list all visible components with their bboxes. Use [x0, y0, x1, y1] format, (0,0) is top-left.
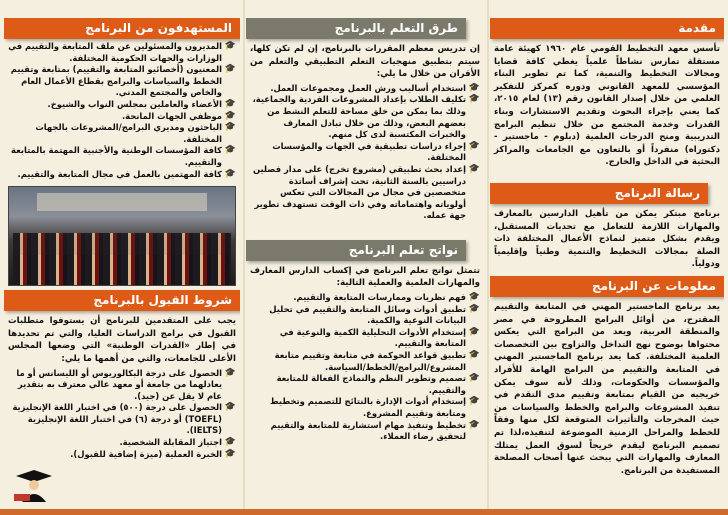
graduation-cap-icon: 🎓: [468, 94, 480, 105]
admission-list: [4, 366, 240, 461]
list-item: 🎓 الأعضاء والعاملين بمجلس النواب والشيوخ.: [47, 98, 236, 109]
graduation-cap-icon: 🎓: [468, 349, 480, 360]
graduation-cap-icon: 🎓: [468, 291, 480, 302]
list-item: 🎓 الحصول على درجة البكالوريوس أو الليسانس أو ما يعادلهما من جامعة أو معهد عالي معترف به بتقدير عام لا يقل عن (جيد).: [16, 367, 236, 401]
graduation-cap-icon: 🎓: [468, 140, 480, 151]
outcomes-list: [246, 290, 484, 443]
list-item: 🎓 تخطيط وتنفيذ مهام استشارية للمتابعة والتقييم لتحقيق رضاء العملاء.: [270, 419, 480, 442]
graduation-cap-icon: 🎓: [224, 122, 236, 133]
list-item: 🎓 موظفي الجهات المانحة.: [121, 110, 236, 121]
graduation-cap-icon: 🎓: [224, 437, 236, 448]
graduation-cap-icon: 🎓: [224, 41, 236, 51]
graduation-cap-icon: 🎓: [468, 326, 480, 337]
intro-heading: مقدمة: [490, 18, 724, 39]
list-item: 🎓 كافة المؤسسات الوطنية والأجنبية المهتمة بالمتابعة والتقييم.: [11, 145, 236, 167]
info-text: يعد برنامج الماجستير المهني في المتابعة والتقييم المقترح، من أوائل البرامج المطروحة في مصر والمنطقة العربية، ويعد من البرامج التي يعكس محتواها بوضوح نهج التداخل والتزاوج بين التخصصات العلمية المختلفة. كما يعد برنامج الماجستير المهني في المتابعة والتقييم من البرامج الهامة للأفراد والمؤسسات والحكومات، وذلك لأنه سوف يمكن خريجيه من القيام بمتابعة وتقييم مدى التقدم في تنفيذ المشروعات والبرامج والخطط والسياسات من حيث المخرجات والتأثيرات المتوقعة لكل منها وفقاً للخطط والمراحل الزمنية الموضوعة لتنفيذه،لذا تم تصميم البرنامج ليقدم خريجاً لسوق العمل يمتلك المعارف والمهارات التي يبحث عنها أصحاب المصلحة المستفيدة من البرنامج.: [494, 302, 720, 476]
list-item: 🎓 المعنيون (أخصائيو المتابعة والتقييم) بمتابعة وتقييم الخطط والسياسات والبرامج بقطاع الأعمال العام والخاص والمجتمع المدني.: [10, 64, 236, 98]
left-panel: [4, 18, 240, 501]
beneficiaries-heading: المستهدفون من البرنامج: [4, 18, 240, 39]
outcomes-heading: نواتج تعلم البرنامج: [246, 240, 466, 261]
graduation-cap-icon: 🎓: [468, 82, 480, 93]
list-item: 🎓 تصميم وتطوير النظم والنماذج الفعالة للمتابعة والتقييم.: [276, 373, 480, 395]
beneficiaries-list: [4, 39, 240, 180]
list-item: 🎓 كافة المهتمين بالعمل في مجال المتابعة والتقييم.: [17, 168, 236, 179]
list-item: 🎓 إستخدام الأدوات التحليلية الكمية والنوعية في المتابعة والتقييم.: [279, 326, 480, 349]
list-item: 🎓 إجراء دراسات تطبيقية في الجهات والمؤسسات المختلفة.: [272, 140, 480, 163]
list-item: 🎓 الخبرة العملية (ميزة إضافية للقبول).: [70, 448, 236, 459]
message-text: برنامج مبتكر يمكن من تأهيل الدارسين بالمعارف والمهارات اللازمة للتعامل مع تحديات المستقبل، ويقدم بشكل متميز لنماذج الأعمال المختلفة ذات الصلة بمجالات التخطيط والتنمية وطنياً وإقليمياً ودولياً.: [494, 209, 720, 270]
list-item: 🎓 الحصول على درجة (٥٠٠) في اختبار اللغة الإنجليزية (TOEFL) أو درجة (٦) في اختبار اللغة الإنجليزية (IELTS).: [12, 402, 236, 436]
list-item: 🎓 استخدام أساليب ورش العمل ومجموعات العمل.: [270, 82, 480, 93]
list-item: 🎓 اجتياز المقابلة الشخصية.: [119, 437, 236, 448]
list-item: 🎓 المديرون والمسئولين عن ملف المتابعة والتقييم في الوزارات والجهات الحكومية المختلفة.: [8, 41, 236, 63]
graduation-cap-icon: 🎓: [224, 448, 236, 459]
graduation-cap-icon: 🎓: [224, 98, 236, 109]
fold-line: [243, 0, 245, 515]
bottom-strip: [0, 509, 728, 515]
methods-heading: طرق التعلم بالبرنامج: [246, 18, 466, 39]
graduation-cap-icon: 🎓: [468, 303, 480, 314]
list-item: 🎓 فهم نظريات وممارسات المتابعة والتقييم.: [293, 291, 480, 302]
graduation-cap-icon: 🎓: [468, 396, 480, 407]
graduate-illustration-icon: [12, 468, 56, 502]
graduation-cap-icon: 🎓: [468, 163, 480, 174]
info-heading: معلومات عن البرنامج: [490, 276, 724, 297]
graduation-cap-icon: 🎓: [224, 145, 236, 156]
list-item: 🎓 تطبيق قواعد الحوكمة في متابعة وتقييم متابعة المشروع/البرامج/الخطط/السياسة.: [274, 349, 480, 372]
graduation-cap-icon: 🎓: [224, 367, 236, 378]
graduation-photo: [8, 186, 236, 286]
list-item: 🎓 تكليف الطلاب بإعداد المشروعات الفردية والجماعية، وذلك بما يمكن من خلق مساحة للتعلم النشط من بعضهم البعض، وذلك من خلال تبادل المعارف والخبرات المكتسبة لدى كل منهم.: [252, 94, 480, 140]
methods-intro: إن تدريس معظم المقررات بالبرنامج، إن لم تكن كلها، سيتم بتطبيق منهجيات التعلم التطبيقي والتعلم من الأقران من خلال ما يلي:: [250, 44, 480, 80]
message-heading: رسالة البرنامج: [490, 183, 708, 204]
graduation-cap-icon: 🎓: [224, 64, 236, 75]
right-panel: [490, 18, 724, 501]
graduation-cap-icon: 🎓: [468, 373, 480, 384]
list-item: 🎓 تطبيق أدوات وسائل المتابعة والتقييم في تحليل البيانات النوعية والكمية.: [269, 303, 480, 326]
graduation-cap-icon: 🎓: [224, 110, 236, 121]
list-item: 🎓 الباحثون ومديري البرامج/المشروعات بالجهات المختلفة.: [35, 122, 236, 144]
intro-text: تأسس معهد التخطيط القومي عام ١٩٦٠ كهيئة عامة مستقلة تمارس نشاطاً علمياً يغطي كافة قضايا ومجالات التخطيط والتنمية، كما تم تطوير البناء المؤسسي للمعهد القانوني ودوره كمركز للتفكير العلمي من خلال إصدار القانون رقم (١٣) لعام ٢٠١٥، كما يعني بإجراء البحوث وتقديم الاستشارات وبناء القدرات وخدمة المجتمع من خلال تنظيم البرامج التدريبية ومنح الدرجات العلمية (دبلوم - ماجستير - دكتوراه) منفرداً أو بالتعاون مع الجامعات والمراكز البحثية في الداخل والخارج.: [494, 44, 720, 168]
outcomes-intro: تتمثل نواتج تعلم البرنامج في إكساب الدارس المعارف والمهارات العلمية والعملية التالية:: [250, 265, 480, 289]
middle-panel: [246, 18, 484, 501]
graduation-cap-icon: 🎓: [224, 402, 236, 413]
methods-list: [246, 81, 484, 240]
admission-intro: يجب على المتقدمين للبرنامج أن يستوفوا متطلبات القبول في برامج الدراسات العليا، والتي تم تحديدها في إطار «القدرات الوطنية» التي وضعها المجلس الأعلى للجامعات، والتي من أهمها ما يلي:: [8, 316, 236, 364]
admission-heading: شروط القبول بالبرنامج: [4, 290, 240, 311]
fold-line: [487, 0, 489, 515]
graduation-cap-icon: 🎓: [224, 168, 236, 179]
list-item: 🎓 إستخدام أدوات الإدارة بالنتائج للتصميم وتخطيط ومتابعة وتقييم المشروع.: [269, 396, 480, 418]
list-item: 🎓 إعداد بحث تطبيقي (مشروع تخرج) على مدار فصلين دراسيين بالسنة الثانية، تحت إشراف أساتذة متخصصين في مجال من المجالات التي تعكس أولوياته واهتماماته وفي ذات الوقت تستهدف تطوير جهة عمله.: [252, 163, 480, 221]
graduation-cap-icon: 🎓: [468, 419, 480, 430]
